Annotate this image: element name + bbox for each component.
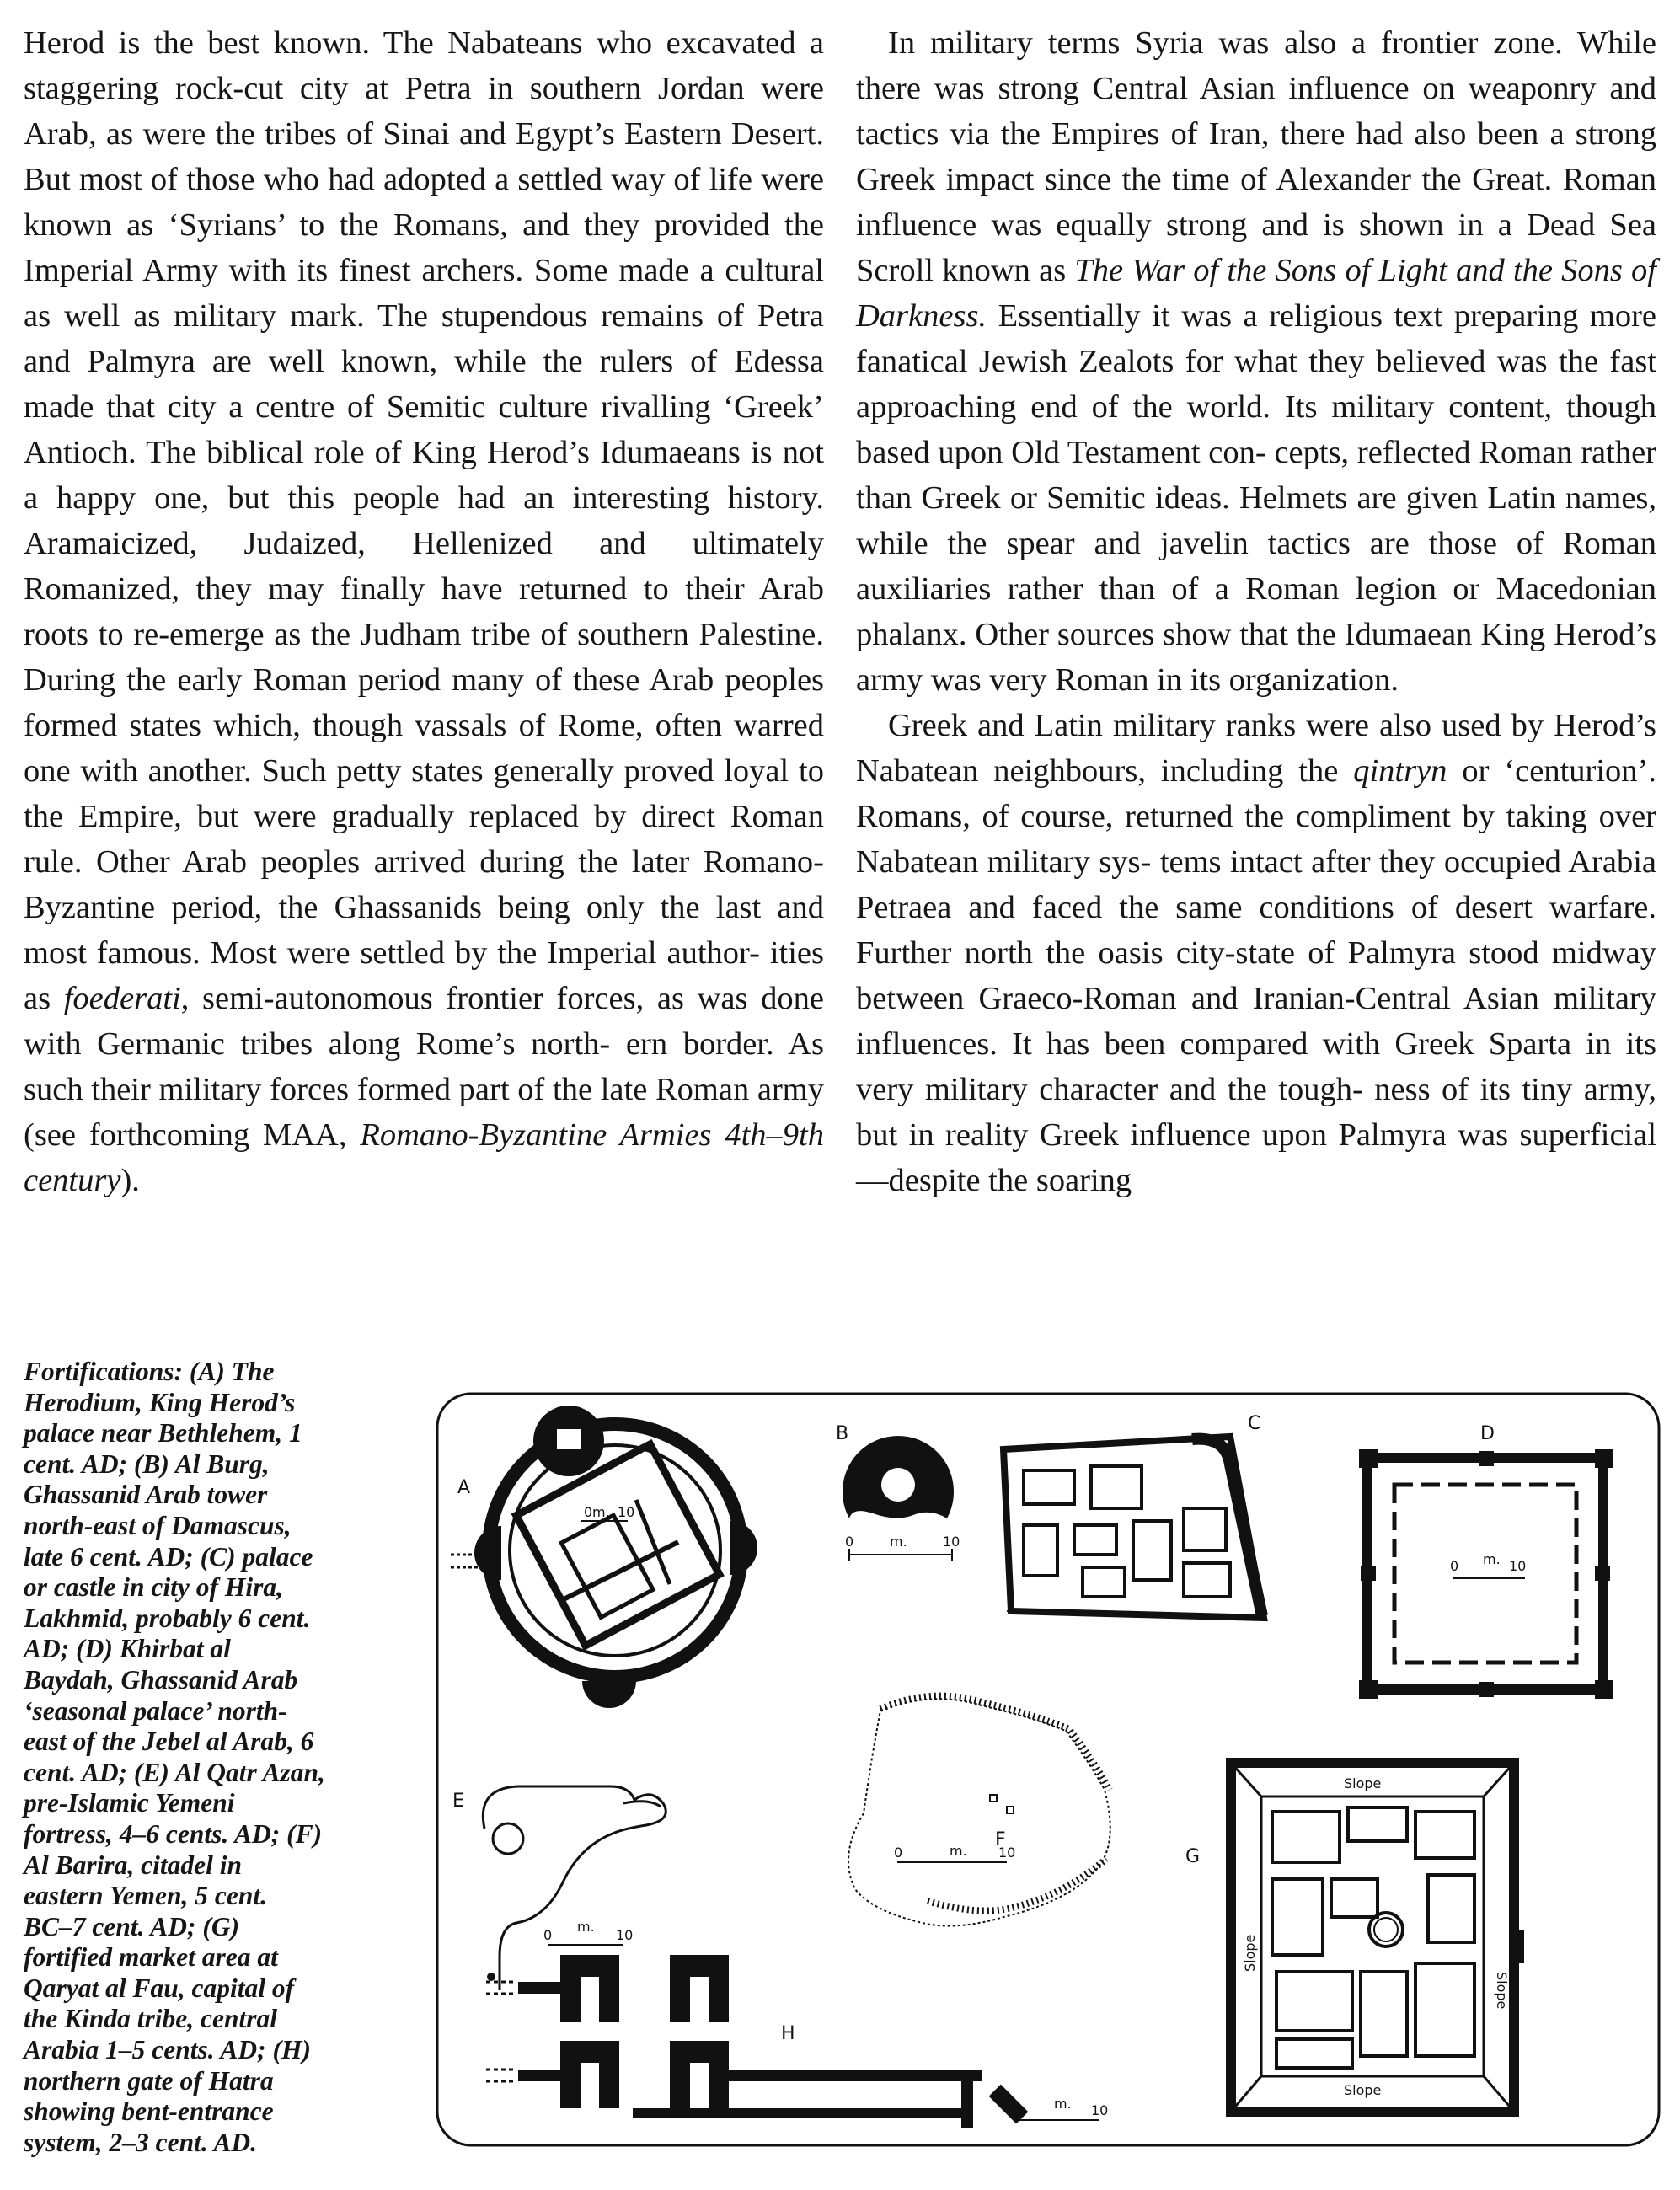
scale-d-unit: m. — [1483, 1551, 1501, 1567]
right-paragraph-1: In military terms Syria was also a frontier zone. While there was strong Central Asian influence on weaponry and tactics via the Empires of Iran, there had also been a strong Greek impact since the time of Alexander the Great. Roman influence was equally strong and is shown in a Dead Sea Scroll known as The War of the Sons of Light and the Sons of Darkness. Essentially it was a religious text preparing more fanatical Jewish Zealots for what they believed was the fast approaching end of the world. Its military content, though based upon Old Testament con- cepts, reflected Roman rather than Greek or Semitic ideas. Helmets are given Latin names, while the spear and javelin tactics are those of Roman auxiliaries rather than of a Roman legion or Macedonian phalanx. Other sources show that the Idumaean King Herod’s army was very Roman in its organization. — [856, 25, 1657, 698]
scale-a-zero: 0 — [584, 1504, 593, 1520]
slope-label-right: Slope — [1494, 1972, 1510, 2010]
plan-e-al-qatr-azan — [452, 1786, 666, 1990]
scale-b-zero: 0 — [845, 1534, 854, 1550]
left-paragraph: Herod is the best known. The Nabateans who excavated a staggering rock-cut city at Petra in southern Jordan were Arab, as were the tribes of Sinai and Egypt’s Eastern Desert. But most of those who had adopted a settled way of life were known as ‘Syrians’ to the Romans, and they provided the Imperial Army with its finest archers. Some made a cultural as well as military mark. The stupendous remains of Petra and Palmyra are well known, while the rulers of Edessa made that city a centre of Semitic culture rivalling ‘Greek’ Antioch. The biblical role of King Herod’s Idumaeans is not a happy one, but this people had an interesting history. Aramaicized, Judaized, Hellenized and ultimately Romanized, they may finally have returned to their Arab roots to re-emerge as the Judham tribe of southern Palestine. During the early Roman period many of these Arab peoples formed states which, though vassals of Rome, often warred one with another. Such petty states generally proved loyal to the Empire, but were gradually replaced by direct Roman rule. Other Arab peoples arrived during the later Romano-Byzantine period, the Ghassanids being only the last and most famous. Most were settled by the Imperial author- ities as foederati, semi-autonomous frontier forces, as was done with Germanic tribes along Rome’s north- ern border. As such their military forces formed part of the late Roman army (see forthcoming MAA, Romano-Byzantine Armies 4th–9th century). — [24, 25, 825, 1198]
scale-f-unit: m. — [950, 1843, 967, 1859]
scale-e-unit: m. — [577, 1919, 595, 1935]
label-h: H — [781, 2023, 795, 2044]
label-b: B — [836, 1423, 849, 1444]
right-text-column — [856, 20, 1656, 1203]
figure-caption: Fortifications: (A) The Herodium, King Herod’s palace near Bethlehem, 1 cent. AD; (B) Al Burg, Ghassanid Arab tower north-east of Damascus, late 6 cent. AD; (C) palace or castle in city of Hira, Lakhmid, probably 6 cent. AD; (D) Khirbat al Baydah, Ghassanid Arab ‘seasonal palace’ north- east of the Jebel al Arab, 6 cent. AD; (E) Al Qatr Azan, pre-Islamic Yemeni fortress, 4–6 cents. AD; (F) Al Barira, citadel in eastern Yemen, 5 cent. BC–7 cent. AD; (G) fortified market area at Qaryat al Fau, capital of the Kinda tribe, central Arabia 1–5 cents. AD; (H) northern gate of Hatra showing bent-entrance system, 2–3 cent. AD. — [24, 1357, 325, 2157]
slope-label-top: Slope — [1344, 1775, 1382, 1791]
scale-h-zero: 0 — [1015, 2102, 1025, 2118]
label-a: A — [457, 1477, 471, 1498]
plan-a-herodium — [451, 1406, 757, 1708]
scale-b-ten: 10 — [943, 1534, 960, 1550]
scale-f-ten: 10 — [998, 1845, 1016, 1861]
label-e: E — [452, 1791, 464, 1812]
plan-c-hira — [1003, 1413, 1264, 1618]
scale-d-zero: 0 — [1450, 1558, 1459, 1574]
slope-label-left: Slope — [1242, 1934, 1258, 1972]
left-text-column — [24, 20, 824, 1203]
plan-b-al-burg — [836, 1423, 960, 1561]
scale-d-ten: 10 — [1509, 1558, 1527, 1574]
label-c: C — [1248, 1413, 1261, 1434]
fortification-plans-figure — [434, 1390, 1662, 2149]
plan-f-al-barira — [848, 1696, 1110, 1926]
label-g: G — [1185, 1846, 1201, 1867]
scale-a-unit: m. — [592, 1504, 610, 1520]
scale-b-unit: m. — [890, 1534, 907, 1550]
slope-label-bottom: Slope — [1344, 2082, 1382, 2098]
scale-e-ten: 10 — [616, 1927, 634, 1943]
right-paragraph-2: Greek and Latin military ranks were also used by Herod’s Nabatean neighbours, including the qintryn or ‘centurion’. Romans, of course, returned the compliment by taking over Nabatean military sys- tems intact after they occupied Arabia Petraea and faced the same conditions of desert warfare. Further north the oasis city-state of Palmyra stood midway between Graeco-Roman and Iranian-Central Asian military influences. It has been compared with Greek Sparta in its very military character and the tough- ness of its tiny army, but in reality Greek influence upon Palmyra was superficial—despite the soaring — [856, 708, 1657, 1198]
label-f: F — [995, 1829, 1006, 1850]
scale-h-ten: 10 — [1091, 2102, 1109, 2118]
scale-f-zero: 0 — [894, 1845, 903, 1861]
scale-e-zero: 0 — [543, 1927, 553, 1943]
label-d: D — [1480, 1423, 1495, 1444]
scale-a-ten: 10 — [618, 1504, 635, 1520]
plan-h-hatra-gate — [486, 1955, 1108, 2128]
plan-d-khirbat — [1359, 1423, 1613, 1699]
scale-h-unit: m. — [1054, 2096, 1072, 2112]
plan-g-qaryat-al-fau — [1185, 1763, 1524, 2112]
